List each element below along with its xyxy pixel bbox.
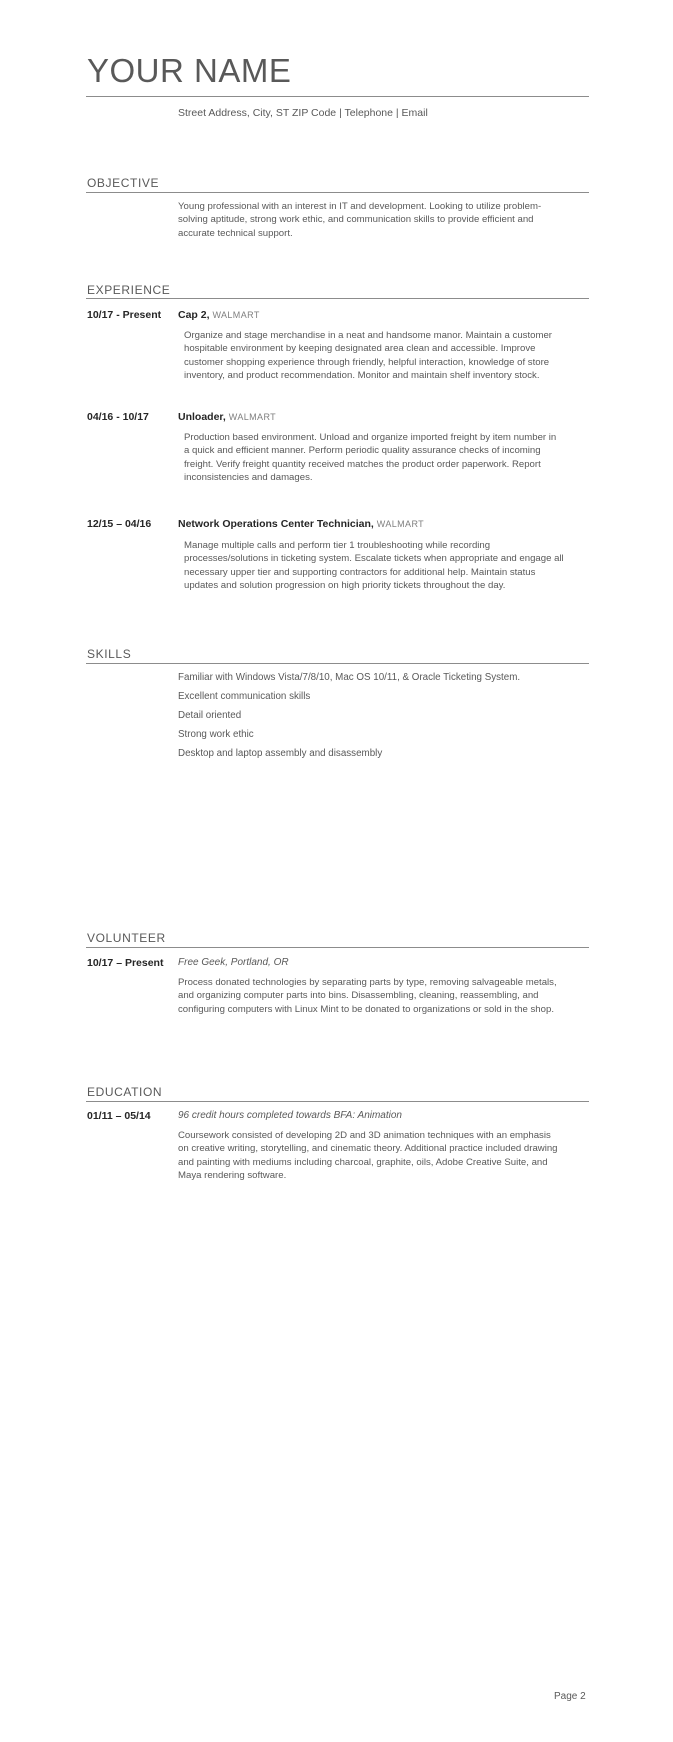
objective-divider [86, 192, 589, 193]
education-divider [86, 1101, 589, 1102]
job-dates: 04/16 - 10/17 [87, 411, 149, 423]
job-dates: 10/17 - Present [87, 309, 162, 321]
experience-heading: EXPERIENCE [87, 283, 171, 297]
skill-item: Strong work ethic [178, 729, 254, 740]
job-company: WALMART [228, 412, 277, 422]
page-number: Page 2 [554, 1691, 586, 1702]
job-company: WALMART [376, 519, 425, 529]
education-dates: 01/11 – 05/14 [87, 1110, 151, 1122]
job-title [178, 411, 276, 423]
job-description: Organize and stage merchandise in a neat and handsome manor. Maintain a customer hospitable environment by keeping designated area clean and accessible. Improve customer shopping experience through friendly, helpful interaction, knowledge of store inventory, and product recommendation. Monitor and maintain shelf inventory stock. [184, 330, 552, 382]
job-description: Manage multiple calls and perform tier 1 troubleshooting while recording processes/solutions in ticketing system. Escalate tickets when appropriate and engage all necessary upper tier and supporting contractors for additional help. Maintain status updates and solution progression on high priority tickets throughout the day. [184, 540, 564, 592]
skills-heading: SKILLS [87, 647, 132, 661]
job-title-text: Cap 2, [178, 309, 210, 321]
volunteer-dates: 10/17 – Present [87, 957, 164, 969]
job-title-text: Unloader, [178, 411, 226, 423]
volunteer-heading: VOLUNTEER [87, 931, 166, 945]
education-description: Coursework consisted of developing 2D and 3D animation techniques with an emphasis on creative writing, storytelling, and cinematic theory. Additional practice included drawing and painting with mediums including charcoal, graphite, oils, Adobe Creative Suite, and Maya rendering software. [178, 1130, 558, 1182]
job-title-text: Network Operations Center Technician, [178, 518, 374, 530]
job-description: Production based environment. Unload and organize imported freight by item number in a quick and efficient manner. Perform periodic quality assurance checks of incoming freight. Verify freight quantity received matches the product order paperwork. Report inconsistencies and damages. [184, 432, 557, 484]
skill-item: Familiar with Windows Vista/7/8/10, Mac OS 10/11, & Oracle Ticketing System. [178, 672, 521, 683]
volunteer-divider [86, 947, 589, 948]
page-title: YOUR NAME [87, 52, 292, 89]
volunteer-description: Process donated technologies by separating parts by type, removing salvageable metals, and organizing computer parts into bins. Disassembling, cleaning, reassembling, and configuring computers with Linux Mint to be donated to organizations or sold in the shop. [178, 977, 557, 1015]
education-heading: EDUCATION [87, 1085, 163, 1099]
experience-divider [86, 298, 589, 299]
objective-heading: OBJECTIVE [87, 176, 160, 190]
objective-text: Young professional with an interest in IT and development. Looking to utilize problem-solving aptitude, strong work ethic, and communication skills to provide efficient and accurate technical support. [178, 201, 542, 239]
skill-item: Detail oriented [178, 710, 242, 721]
job-title [178, 518, 424, 530]
job-company: WALMART [212, 310, 260, 320]
skills-divider [86, 663, 589, 664]
header-divider [86, 96, 589, 97]
job-title [178, 309, 260, 321]
education-degree: 96 credit hours completed towards BFA: Animation [178, 1110, 402, 1121]
contact-info: Street Address, City, ST ZIP Code | Telephone | Email [178, 107, 428, 119]
job-dates: 12/15 – 04/16 [87, 518, 152, 530]
skill-item: Excellent communication skills [178, 691, 311, 702]
volunteer-organization: Free Geek, Portland, OR [178, 957, 289, 968]
skill-item: Desktop and laptop assembly and disassembly [178, 748, 383, 759]
